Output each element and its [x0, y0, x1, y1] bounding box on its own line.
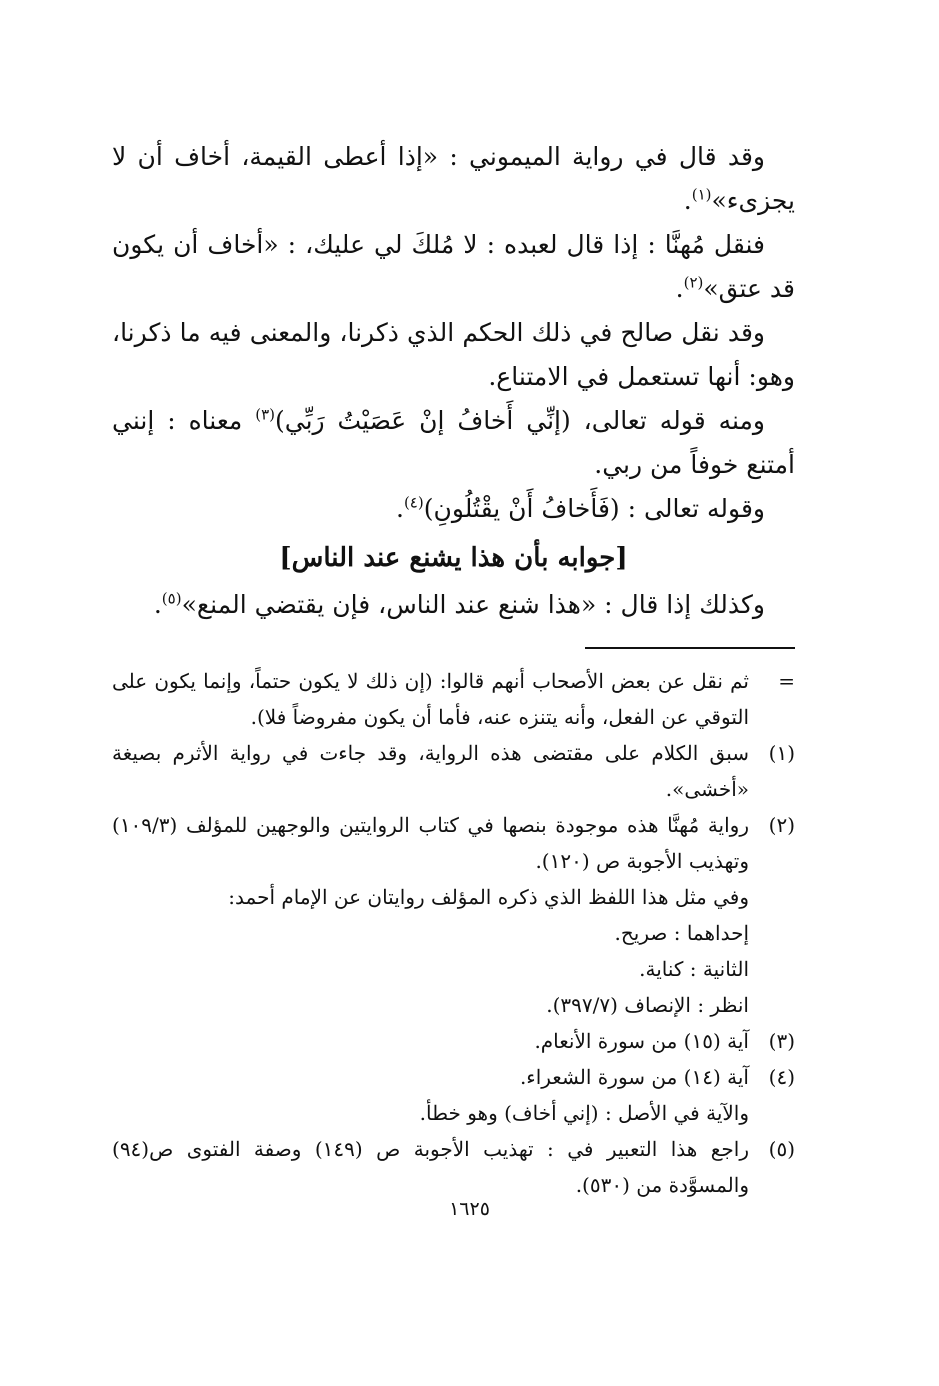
main-text [112, 135, 795, 627]
paragraph-1 [112, 135, 795, 223]
footnote-4 [112, 1059, 795, 1131]
paragraph-tail: معناه : إنني أمتنع خوفاً من ربي. [112, 406, 795, 479]
paragraph-text: وقوله تعالى : (فَأَخافُ أَنْ يقْتُلُونِ) [423, 494, 765, 523]
footnote-line: والآية في الأصل : (إني أخاف) وهو خطأ. [419, 1101, 749, 1125]
footnote-number: = [778, 669, 795, 693]
footnote-line: سبق الكلام على مقتضى هذه الرواية، وقد جاءت في رواية الأثرم بصيغة «أخشى». [112, 741, 749, 801]
paragraph-tail: . [683, 186, 692, 215]
footnote-1 [112, 735, 795, 807]
paragraph-text: فنقل مُهنَّا : إذا قال لعبده : لا مُلكَ لي عليك، : «أخاف أن يكون قد عتق» [112, 230, 795, 303]
paragraph-5 [112, 487, 795, 531]
footnote-ref: (١) [691, 185, 712, 204]
page-number: ١٦٢٥ [449, 1198, 490, 1220]
footnote-number: (٣) [768, 1029, 795, 1053]
footnote-number: (٢) [768, 813, 795, 837]
footnote-line: آية (١٥) من سورة الأنعام. [534, 1029, 749, 1053]
paragraph-tail: . [153, 590, 162, 619]
footnote-3 [112, 1023, 795, 1059]
footnote-divider [585, 647, 795, 649]
footnote-line: ثم نقل عن بعض الأصحاب أنهم قالوا: (إن ذلك لا يكون حتماً، وإنما يكون على التوقي عن الفعل، وأنه يتنزه عنه، فأما أن يكون مفروضاً فلا). [112, 669, 749, 729]
footnote-line: وفي مثل هذا اللفظ الذي ذكره المؤلف روايتان عن الإمام أحمد: [228, 885, 749, 909]
paragraph-2 [112, 223, 795, 311]
paragraph-text: وقد قال في رواية الميموني : «إذا أعطى القيمة، أخاف أن لا يجزىء» [112, 142, 795, 215]
footnote-number: (٤) [768, 1065, 795, 1089]
footnote-continuation [112, 663, 795, 735]
footnote-2 [112, 807, 795, 1023]
footnote-ref: (٢) [683, 273, 704, 292]
footnote-line: رواية مُهنَّا هذه موجودة بنصها في كتاب الروايتين والوجهين للمؤلف (١٠٩/٣) وتهذيب الأجوبة ص (١٢٠). [112, 813, 749, 873]
paragraph-tail: . [675, 274, 684, 303]
footnotes [112, 663, 795, 1203]
paragraph-text: ومنه قوله تعالى، (إنِّي أَخافُ إنْ عَصَيْتُ رَبِّي) [274, 406, 765, 435]
footnote-number: (١) [768, 741, 795, 765]
paragraph-text: وكذلك إذا قال : «هذا شنع عند الناس، فإن يقتضي المنع» [181, 590, 765, 619]
paragraph-4 [112, 399, 795, 487]
paragraph-3 [112, 311, 795, 399]
footnote-ref: (٤) [403, 493, 424, 512]
footnote-ref: (٣) [255, 405, 275, 424]
footnote-number: (٥) [768, 1137, 795, 1161]
footnote-line: آية (١٤) من سورة الشعراء. [519, 1065, 749, 1089]
footnote-line: الثانية : كناية. [639, 957, 749, 981]
footnote-line: إحداهما : صريح. [614, 921, 749, 945]
section-heading: [جوابه بأن هذا يشنع عند الناس] [279, 543, 628, 573]
book-page [112, 135, 795, 1245]
paragraph-6 [112, 583, 795, 627]
footnote-line: انظر : الإنصاف (٣٩٧/٧). [546, 993, 749, 1017]
footnote-line: راجع هذا التعبير في : تهذيب الأجوبة ص (١٤٩) وصفة الفتوى ص(٩٤) والمسوَّدة من (٥٣٠). [112, 1137, 749, 1197]
paragraph-text: وقد نقل صالح في ذلك الحكم الذي ذكرنا، والمعنى فيه ما ذكرنا، وهو: أنها تستعمل في الامتناع. [112, 318, 795, 391]
footnote-5 [112, 1131, 795, 1203]
paragraph-tail: . [395, 494, 404, 523]
footnote-ref: (٥) [161, 589, 182, 608]
